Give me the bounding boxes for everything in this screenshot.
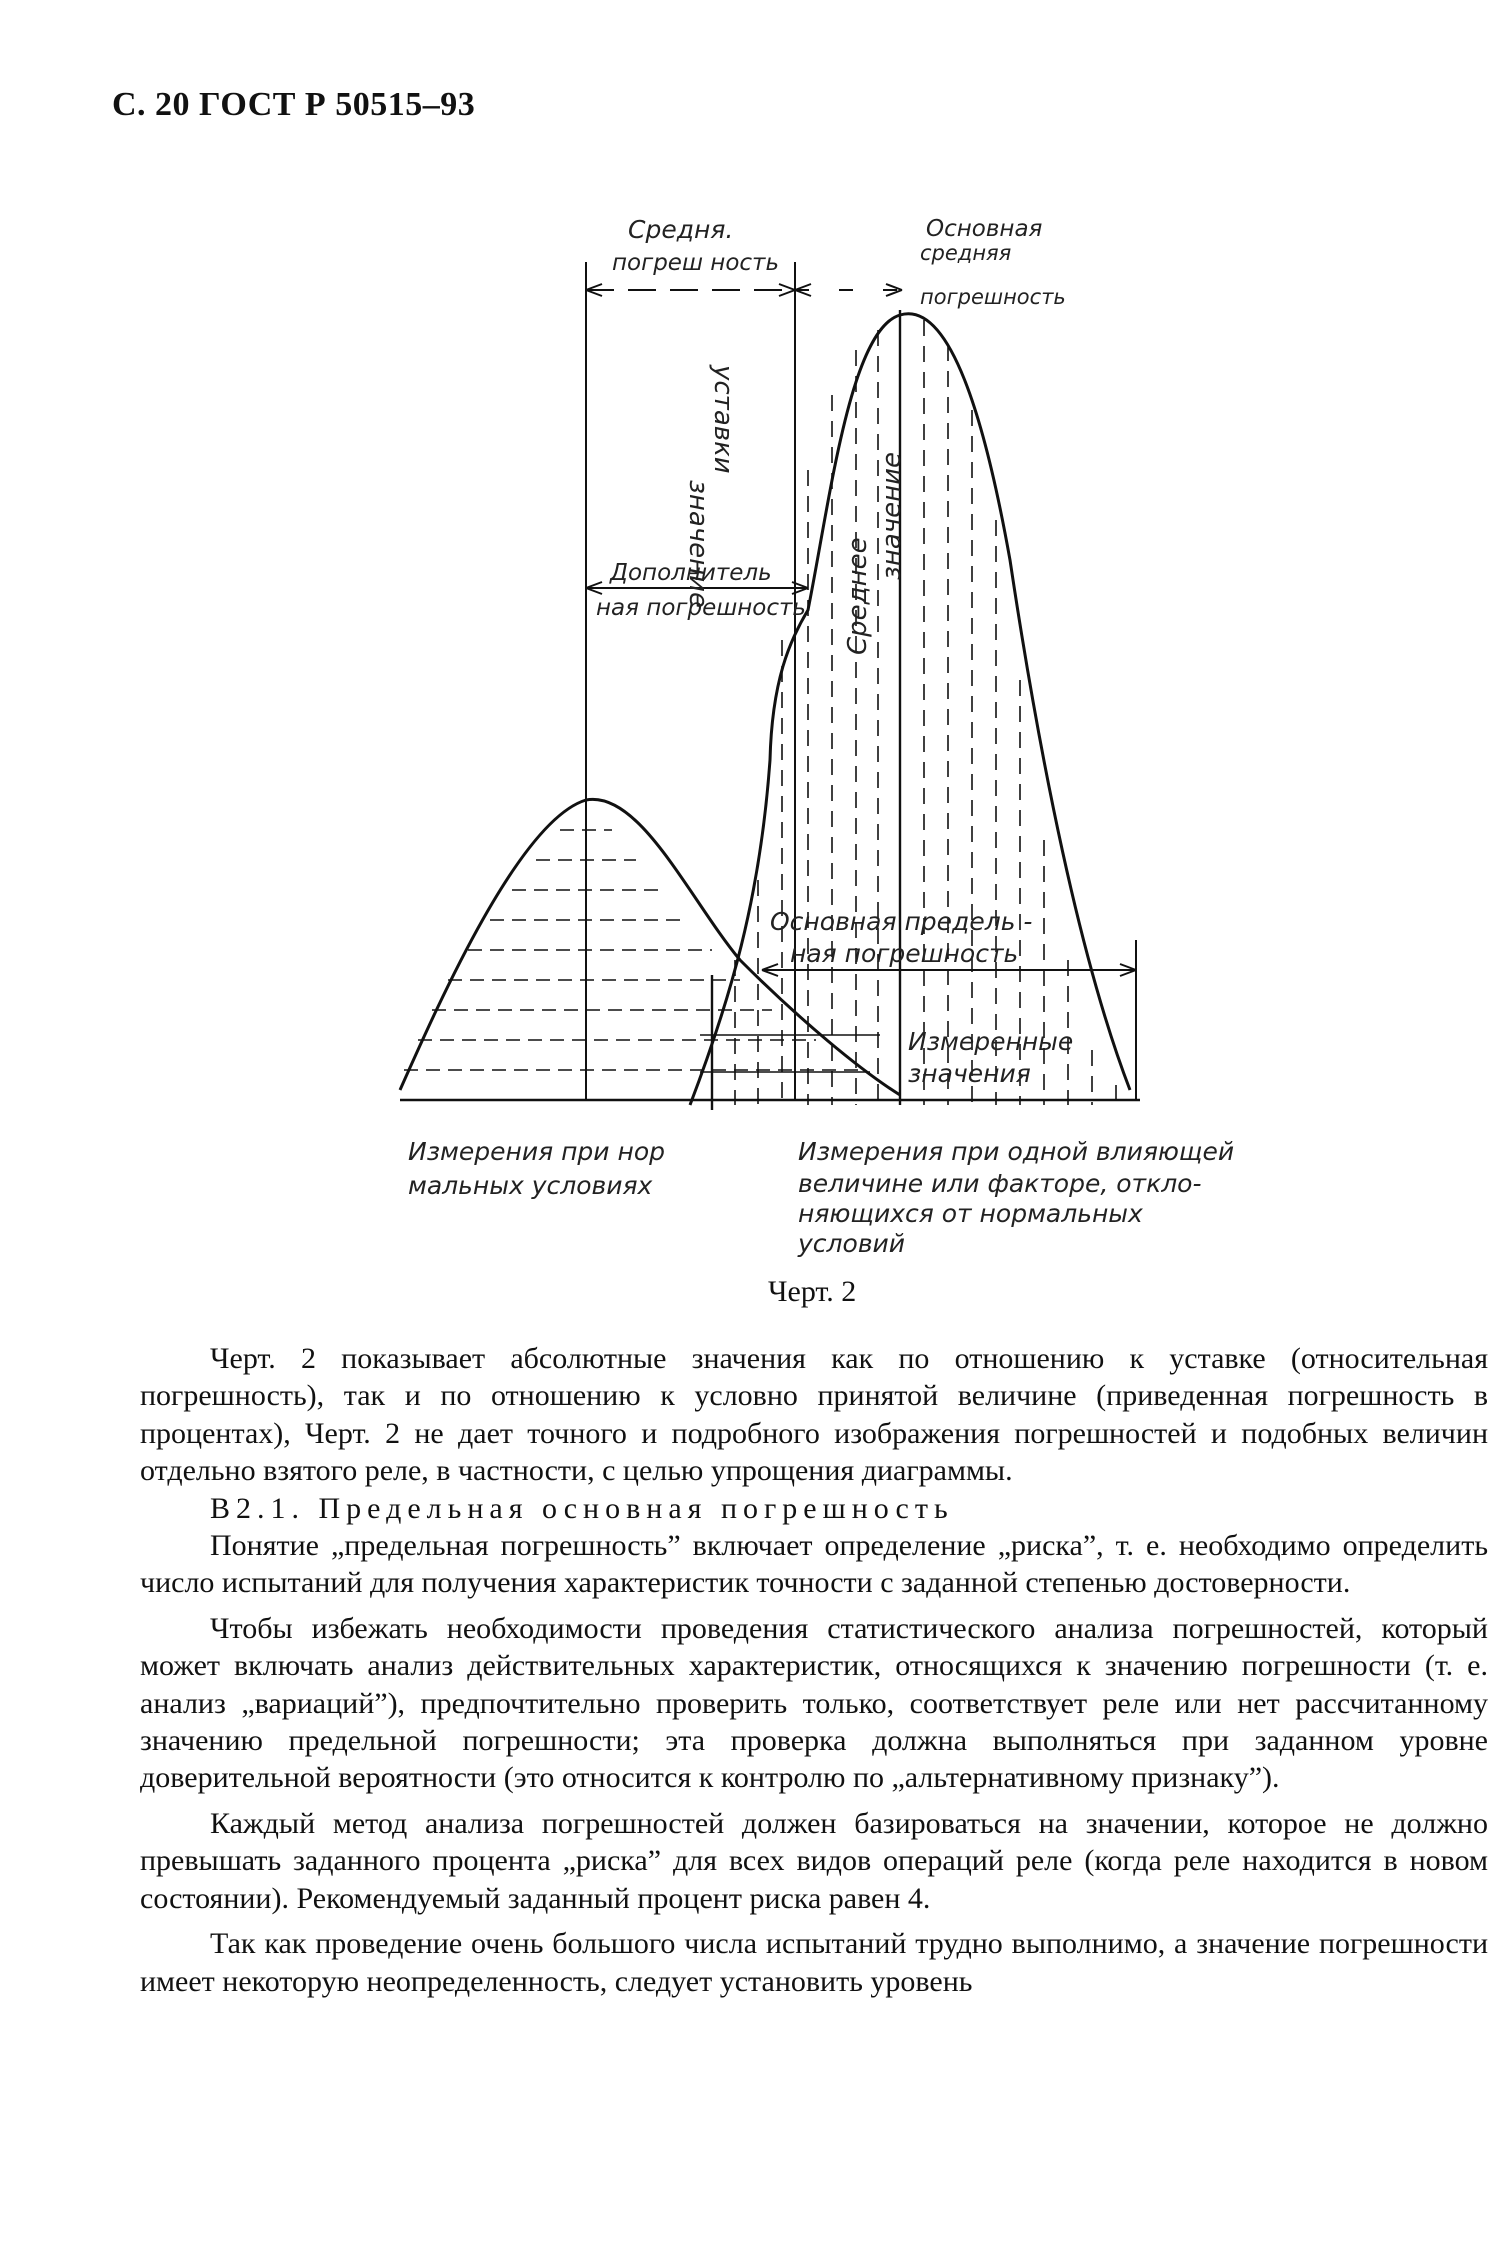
section-heading: В2.1. Предельная основная погрешность (210, 1491, 954, 1525)
body-text (140, 1340, 1488, 2000)
label-mean-value-2: значение (877, 451, 907, 580)
label-mean-error-1: Средня. (628, 215, 734, 244)
label-basic-mean-3: погрешность (920, 285, 1066, 309)
paragraph-3: Чтобы избежать необходимости проведения статистического анализа погрешностей, который может включать анализ действительных характеристик, относящихся к значению погрешности (т. е. анализ „вариаций”), предпочтительно проверить только, соответствует реле или нет рассчитанному значению предельной погрешности; эта проверка должна выполняться при заданном уровне доверительной вероятности (это относится к контролю по „альтернативному признаку”). (140, 1611, 1488, 1795)
label-limit-error-1: Основная предель - (770, 907, 1033, 936)
label-measured-2: значения (908, 1059, 1031, 1088)
abnormal-conditions-curve (690, 314, 1130, 1105)
label-abnormal-4: условий (798, 1229, 906, 1258)
page-header: С. 20 ГОСТ Р 50515–93 (112, 86, 476, 123)
overlap-hatching (700, 1035, 900, 1100)
dimension-lines (586, 262, 1136, 1100)
label-additional-2: ная погрешность (596, 595, 806, 621)
paragraph-5: Так как проведение очень большого числа испытаний трудно выполнимо, а значение погрешности имеет некоторую неопределенность, следует установить уровень (140, 1927, 1488, 1998)
label-limit-error-2: ная погрешность (790, 939, 1019, 968)
label-setting-1: значение (683, 480, 713, 609)
label-normal-1: Измерения при нор (408, 1137, 665, 1166)
label-abnormal-3: няющихся от нормальных (798, 1199, 1143, 1228)
label-mean-error-2: погреш ность (612, 250, 780, 276)
paragraph-1: Черт. 2 показывает абсолютные значения как по отношению к уставке (относительная погрешность), так и по отношению к условно принятой величине (приведенная погрешность в процентах), Черт. 2 не дает точного и подробного изображения погрешностей и подобных величин отдельно взятого реле, в частности, с целью упрощения диаграммы. (140, 1342, 1488, 1488)
figure-caption: Черт. 2 (768, 1275, 857, 1308)
label-abnormal-2: величине или факторе, откло- (798, 1169, 1202, 1198)
label-basic-mean-2: средняя (920, 241, 1012, 265)
label-normal-2: мальных условиях (408, 1171, 653, 1200)
label-setting-2: уставки (708, 365, 738, 474)
label-basic-mean-1: Основная (926, 216, 1043, 242)
figure-labels (408, 215, 1234, 1258)
label-additional-1: Дополнитель (610, 560, 772, 586)
label-mean-value-1: Среднее (843, 537, 873, 655)
label-abnormal-1: Измерения при одной влияющей (798, 1137, 1235, 1166)
paragraph-2: Понятие „предельная погрешность” включает определение „риска”, т. е. необходимо определить число испытаний для получения характеристик точности с заданной степенью достоверности. (140, 1529, 1488, 1600)
label-measured-1: Измеренные (908, 1027, 1074, 1056)
paragraph-4: Каждый метод анализа погрешностей должен базироваться на значении, которое не должно превышать заданного процента „риска” для всех видов операций реле (когда реле находится в новом состоянии). Рекомендуемый заданный процент риска равен 4. (140, 1806, 1488, 1915)
